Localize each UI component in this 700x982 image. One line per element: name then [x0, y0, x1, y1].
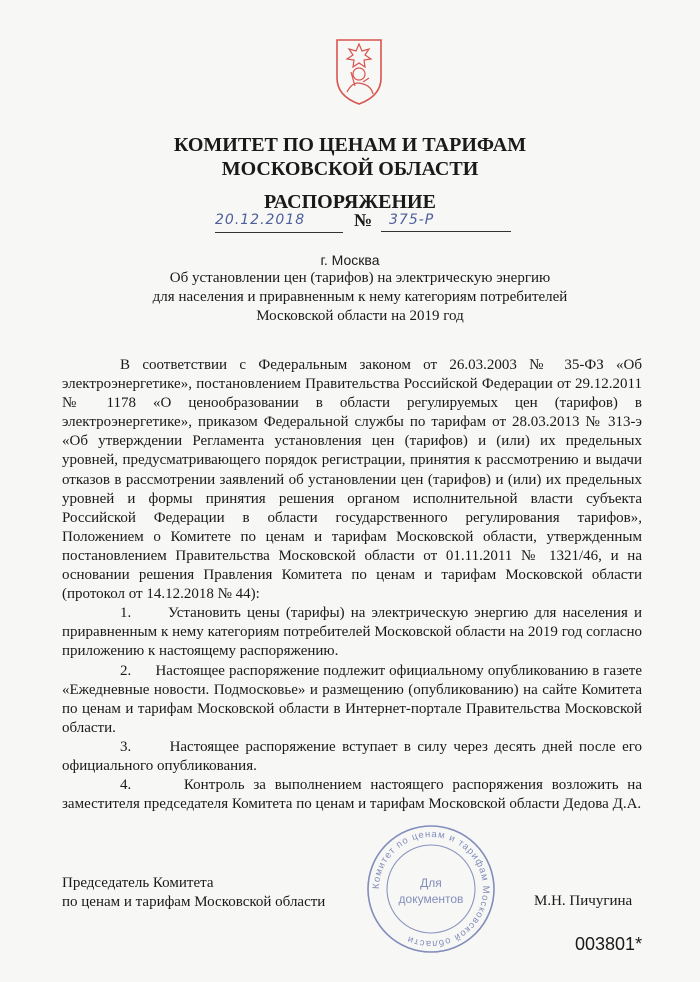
item-number: 2.	[120, 662, 132, 679]
stamp-ring-text: Комитет по ценам и тарифам Московской области	[370, 828, 492, 950]
signatory-name: М.Н. Пичугина	[534, 893, 633, 909]
document-body	[62, 356, 642, 814]
document-date: 20.12.2018	[215, 212, 343, 233]
organization-title-line2: МОСКОВСКОЙ ОБЛАСТИ	[221, 158, 479, 180]
list-item	[62, 776, 642, 814]
signatory-position	[62, 874, 325, 912]
stamp-center-line2: документов	[398, 892, 464, 906]
document-subject	[80, 269, 640, 326]
official-stamp	[365, 823, 497, 955]
signatory-position-line2: по ценам и тарифам Московской области	[62, 894, 326, 910]
item-text: Установить цены (тарифы) на электрическую энергию для населения и приравненным к нему категориям потребителей Московской области на 2019 год согласно приложению к настоящему распоряжению.	[62, 605, 642, 660]
subject-line: Московской области на 2019 год	[256, 308, 464, 324]
registration-number: 003801*	[575, 934, 643, 954]
organization-title-line1: КОМИТЕТ ПО ЦЕНАМ И ТАРИФАМ	[173, 134, 527, 156]
item-number: 4.	[120, 777, 132, 794]
item-number: 3.	[120, 738, 132, 755]
preamble-paragraph: В соответствии с Федеральным законом от 26.03.2003 № 35-ФЗ «Об электроэнергетике», постановлением Правительства Российской Федерации от 29.12.2011 № 1178 «О ценообразовании в области регулируемых цен (тарифов) в электроэнергетике», приказом Федеральной службы по тарифам от 28.03.2013 № 313-э «Об утверждении Регламента установления цен (тарифов) и (или) их предельных уровней, предусматривающего порядок регистрации, принятия к рассмотрению и выдачи отказов в рассмотрении заявлений об установлении цен (тарифов) и (или) их предельных уровней и формы принятия решения органом исполнительной власти субъекта Российской Федерации в области государственного регулирования тарифов», Положением о Комитете по ценам и тарифам Московской области, утвержденным постановлением Правительства Московской области от 01.11.2011 № 1321/46, и на основании решения Правления Комитета по ценам и тарифам Московской области (протокол от 14.12.2018 № 44):	[62, 357, 642, 603]
subject-line: Об установлении цен (тарифов) на электрическую энергию	[169, 270, 551, 286]
list-item	[62, 604, 642, 661]
item-text: Настоящее распоряжение подлежит официальному опубликованию в газете «Ежедневные новости. Подмосковье» и размещению (опубликованию) на сайте Комитета по ценам и тарифам Московской области в Интернет-портале Правительства Московской области.	[62, 662, 642, 736]
signatory-position-line1: Председатель Комитета	[62, 875, 214, 891]
document-type: РАСПОРЯЖЕНИЕ	[264, 191, 436, 213]
document-number: 375-Р	[381, 212, 511, 232]
number-sign: №	[354, 210, 373, 230]
coat-of-arms-icon	[333, 34, 385, 106]
item-text: Контроль за выполнением настоящего распоряжения возложить на заместителя председателя Комитета по ценам и тарифам Московской области Дедова Д.А.	[62, 777, 642, 813]
item-text: Настоящее распоряжение вступает в силу через десять дней после его официального опубликования.	[62, 738, 643, 774]
stamp-center-line1: Для	[420, 876, 442, 890]
subject-line: для населения и приравненным к нему категориям потребителей	[152, 289, 568, 305]
list-item	[62, 738, 642, 776]
list-item	[62, 662, 642, 738]
item-number: 1.	[120, 605, 132, 622]
city-label: г. Москва	[320, 252, 380, 268]
organization-title	[0, 133, 700, 181]
